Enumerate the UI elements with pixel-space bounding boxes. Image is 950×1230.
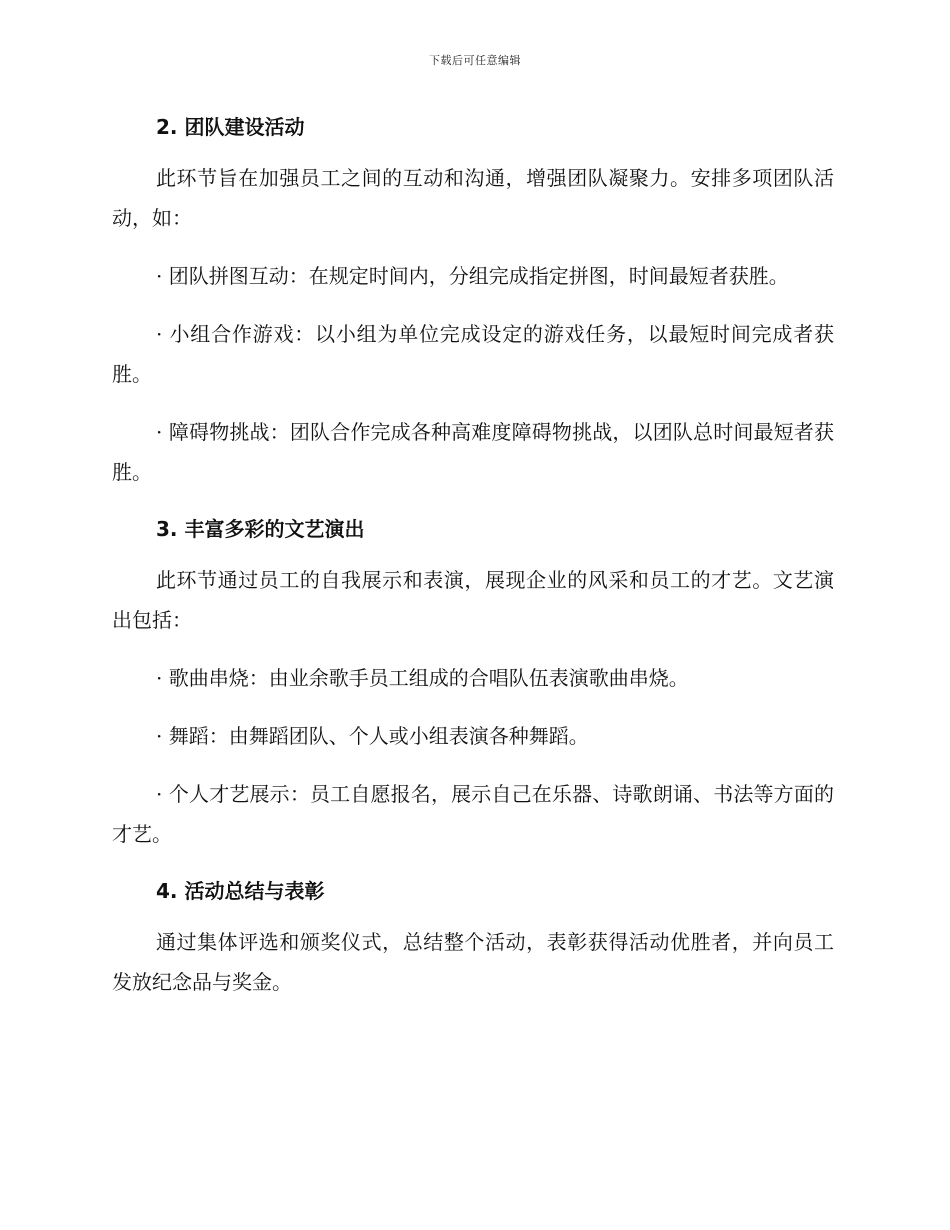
list-item-performance-talent: · 个人才艺展示：员工自愿报名，展示自己在乐器、诗歌朗诵、书法等方面的才艺。	[112, 782, 834, 846]
paragraph-performance-intro: 此环节通过员工的自我展示和表演，展现企业的风采和员工的才艺。文艺演出包括：	[112, 568, 834, 632]
list-item-team-obstacle: · 障碍物挑战：团队合作完成各种高难度障碍物挑战，以团队总时间最短者获胜。	[112, 420, 834, 484]
list-item-performance-dance: · 舞蹈：由舞蹈团队、个人或小组表演各种舞蹈。	[156, 724, 589, 748]
section-heading-summary: 4. 活动总结与表彰	[156, 879, 325, 903]
page-header: 下载后可任意编辑	[429, 54, 521, 67]
section-heading-team: 2. 团队建设活动	[156, 115, 305, 139]
list-item-performance-songs: · 歌曲串烧：由业余歌手员工组成的合唱队伍表演歌曲串烧。	[156, 666, 689, 690]
document-body	[112, 108, 834, 1002]
list-item-team-puzzle: · 团队拼图互动：在规定时间内，分组完成指定拼图，时间最短者获胜。	[156, 264, 789, 288]
paragraph-team-intro: 此环节旨在加强员工之间的互动和沟通，增强团队凝聚力。安排多项团队活动，如：	[112, 166, 834, 230]
list-item-team-game: · 小组合作游戏：以小组为单位完成设定的游戏任务，以最短时间完成者获胜。	[112, 322, 834, 386]
section-heading-performance: 3. 丰富多彩的文艺演出	[156, 517, 365, 541]
paragraph-summary: 通过集体评选和颁奖仪式，总结整个活动，表彰获得活动优胜者，并向员工发放纪念品与奖金。	[112, 930, 834, 994]
